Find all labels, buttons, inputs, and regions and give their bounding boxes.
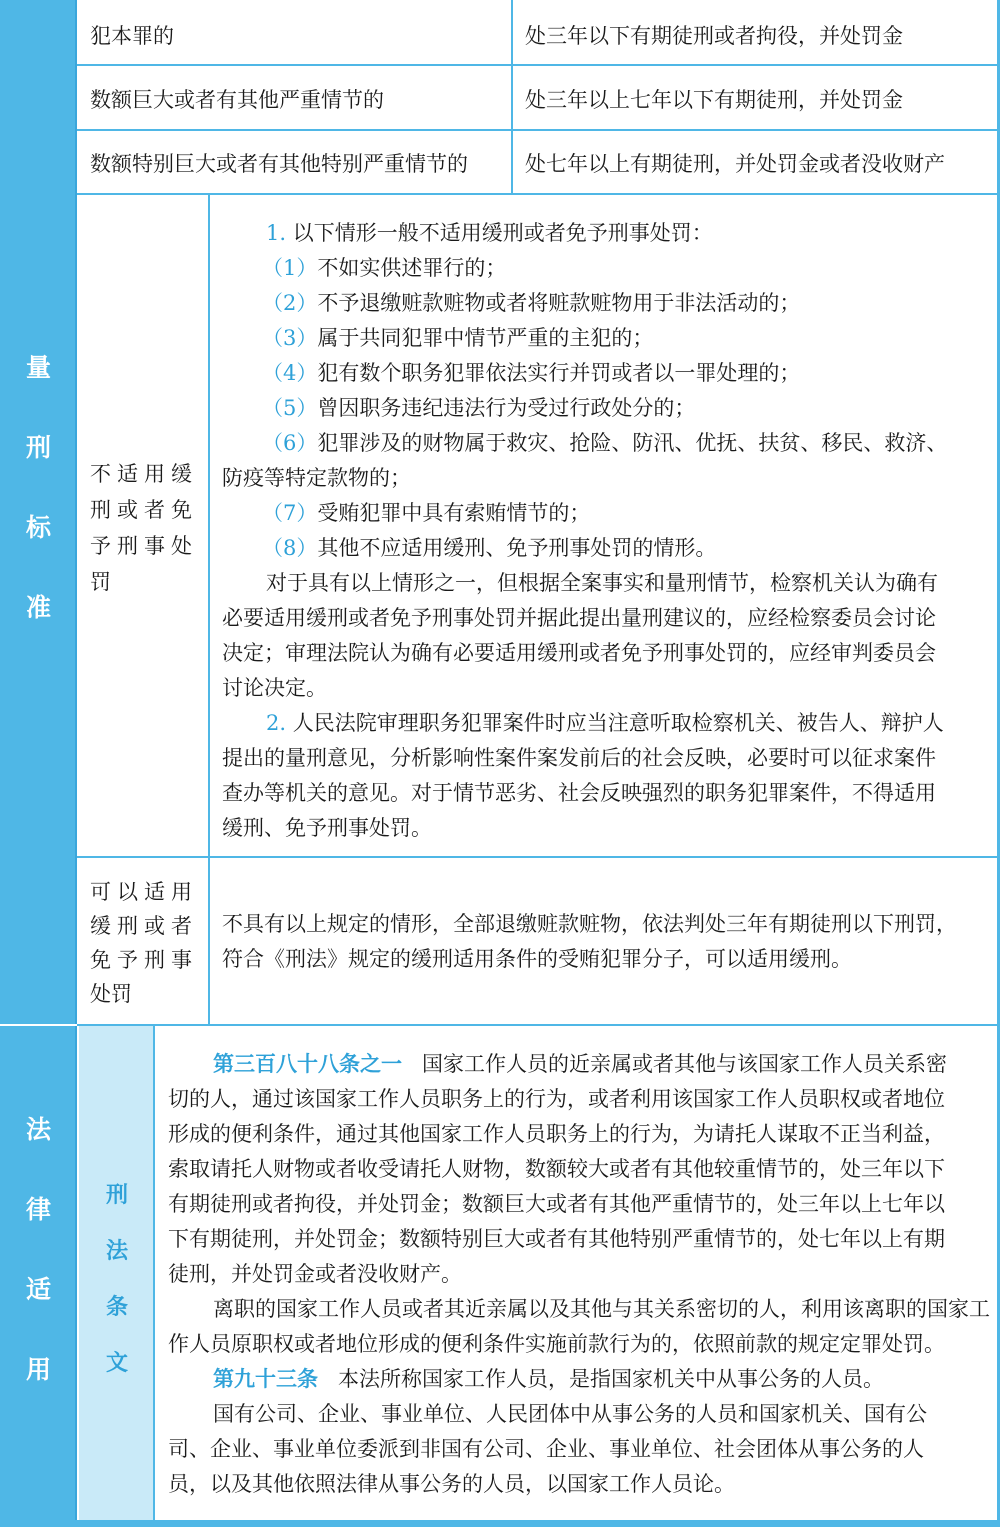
criminal-law-subband [79, 1026, 155, 1522]
sidebar-label-char: 适 [25, 1275, 51, 1304]
rule-number: （3） [262, 326, 318, 350]
criminal-law-label-char: 文 [105, 1351, 128, 1376]
section-divider [77, 856, 998, 858]
rule-number: （8） [262, 536, 318, 560]
applicable-label: 缓刑或者 [90, 914, 198, 938]
rule-line [262, 287, 800, 317]
penalty-value: 处三年以下有期徒刑或者拘役，并处罚金 [525, 24, 903, 48]
rule-line: 防疫等特定款物的； [222, 466, 411, 490]
applicable-label: 可以适用 [90, 880, 198, 904]
article-text: 国家工作人员的近亲属或者其他与该国家工作人员关系密 [422, 1052, 948, 1076]
rule-text: 不如实供述罪行的； [317, 256, 507, 280]
rule-line: 必要适用缓刑或者免予刑事处罚并据此提出量刑建议的，应经检察委员会讨论 [222, 606, 936, 630]
rule-line: 查办等机关的意见。对于情节恶劣、社会反映强烈的职务犯罪案件，不得适用 [222, 781, 936, 805]
not-applicable-label: 罚 [90, 570, 111, 594]
sidebar-label-char: 标 [25, 513, 51, 542]
law-line: 形成的便利条件，通过其他国家工作人员职务上的行为，为请托人谋取不正当利益， [168, 1122, 945, 1146]
rule-number: （6） [262, 431, 318, 455]
rule-line [266, 707, 944, 737]
rule-line [262, 322, 653, 352]
law-line: 作人员原职权或者地位形成的便利条件实施前款行为的，依照前款的规定定罪处罚。 [168, 1332, 945, 1356]
law-line: 国有公司、企业、事业单位、人民团体中从事公务的人员和国家机关、国有公 [213, 1402, 927, 1426]
law-line: 有期徒刑或者拘役，并处罚金；数额巨大或者有其他严重情节的，处三年以上七年以 [168, 1192, 945, 1216]
penalty-value: 处七年以上有期徒刑，并处罚金或者没收财产 [525, 152, 945, 176]
sidebar-label-char: 用 [25, 1355, 51, 1384]
applicable-label: 处罚 [90, 982, 132, 1006]
rule-text: 其他不应适用缓刑、免予刑事处罚的情形。 [317, 536, 717, 560]
sidebar-label-char: 刑 [25, 433, 51, 462]
rule-text: 犯罪涉及的财物属于救灾、抢险、防汛、优抚、扶贫、移民、救济、 [317, 431, 948, 455]
sidebar-label-char: 量 [25, 353, 51, 382]
penalty-condition: 犯本罪的 [90, 24, 174, 48]
law-line: 切的人，通过该国家工作人员职务上的行为，或者利用该国家工作人员职权或者地位 [168, 1087, 945, 1111]
rule-text: 曾因职务违纪违法行为受过行政处分的； [317, 396, 696, 420]
sidebar-label-char: 律 [25, 1195, 51, 1224]
penalty-condition: 数额特别巨大或者有其他特别严重情节的 [90, 152, 468, 176]
rule-line: 缓刑、免予刑事处罚。 [222, 816, 432, 840]
rule-line [262, 427, 947, 457]
law-line [213, 1048, 947, 1078]
criminal-law-label-char: 条 [105, 1295, 128, 1320]
rule-number: （1） [262, 256, 318, 280]
not-applicable-label: 予刑事处 [90, 534, 198, 558]
article-title: 第三百八十八条之一 [213, 1052, 402, 1076]
table-divider [77, 193, 998, 195]
table-divider [77, 129, 998, 131]
article-title: 第九十三条 [213, 1367, 318, 1391]
applicable-text: 不具有以上规定的情形，全部退缴赃款赃物，依法判处三年有期徒刑以下刑罚， [222, 912, 957, 936]
rule-line: 对于具有以上情形之一，但根据全案事实和量刑情节，检察机关认为确有 [266, 571, 938, 595]
law-line [213, 1363, 884, 1393]
rule-number: 2. [266, 711, 287, 735]
rule-number: （5） [262, 396, 318, 420]
not-applicable-label: 刑或者免 [90, 498, 198, 522]
table-column-divider [511, 0, 513, 193]
table-divider [77, 64, 998, 66]
rule-number: （7） [262, 501, 318, 525]
sidebar-label-char: 准 [25, 593, 51, 622]
applicable-text: 符合《刑法》规定的缓刑适用条件的受贿犯罪分子，可以适用缓刑。 [222, 947, 852, 971]
rule-number: （4） [262, 361, 318, 385]
rule-line: 提出的量刑意见，分析影响性案件案发前后的社会反映，必要时可以征求案件 [222, 746, 936, 770]
rule-number: 1. [266, 221, 287, 245]
law-line: 离职的国家工作人员或者其近亲属以及其他与其关系密切的人，利用该离职的国家工 [213, 1297, 990, 1321]
rule-line [262, 497, 590, 527]
rule-line: 讨论决定。 [222, 676, 327, 700]
bottom-bar [0, 1520, 1000, 1527]
law-line: 司、企业、事业单位委派到非国有公司、企业、事业单位、社会团体从事公务的人 [168, 1437, 924, 1461]
rule-text: 犯有数个职务犯罪依法实行并罚或者以一罪处理的； [317, 361, 801, 385]
sidebar-label-char: 法 [25, 1115, 51, 1144]
rule-line [262, 357, 800, 387]
law-line: 徒刑，并处罚金或者没收财产。 [168, 1262, 462, 1286]
rule-number: （2） [262, 291, 318, 315]
section-divider [77, 1024, 998, 1026]
not-applicable-label: 不适用缓 [90, 462, 198, 486]
rule-text: 以下情形一般不适用缓刑或者免予刑事处罚： [292, 221, 713, 245]
rule-line: 决定；审理法院认为确有必要适用缓刑或者免予刑事处罚的，应经审判委员会 [222, 641, 936, 665]
rule-line [262, 252, 506, 282]
applicable-label: 免予刑事 [90, 948, 198, 972]
rule-text: 受贿犯罪中具有索贿情节的； [317, 501, 591, 525]
rule-text: 人民法院审理职务犯罪案件时应当注意听取检察机关、被告人、辩护人 [292, 711, 944, 735]
rule-line [262, 532, 716, 562]
penalty-condition: 数额巨大或者有其他严重情节的 [90, 88, 384, 112]
penalty-value: 处三年以上七年以下有期徒刑，并处罚金 [525, 88, 903, 112]
law-line: 下有期徒刑，并处罚金；数额特别巨大或者有其他特别严重情节的，处七年以上有期 [168, 1227, 945, 1251]
criminal-law-label-char: 刑 [105, 1183, 128, 1208]
article-text: 本法所称国家工作人员，是指国家机关中从事公务的人员。 [338, 1367, 885, 1391]
rule-text: 属于共同犯罪中情节严重的主犯的； [317, 326, 654, 350]
rule-text: 不予退缴赃款赃物或者将赃款赃物用于非法活动的； [317, 291, 801, 315]
law-line: 员，以及其他依照法律从事公务的人员，以国家工作人员论。 [168, 1472, 735, 1496]
criminal-law-label-char: 法 [105, 1239, 128, 1264]
rule-line [266, 217, 713, 247]
section-column-divider [208, 193, 210, 1024]
rule-line [262, 392, 695, 422]
law-line: 索取请托人财物或者收受请托人财物，数额较大或者有其他较重情节的，处三年以下 [168, 1157, 945, 1181]
